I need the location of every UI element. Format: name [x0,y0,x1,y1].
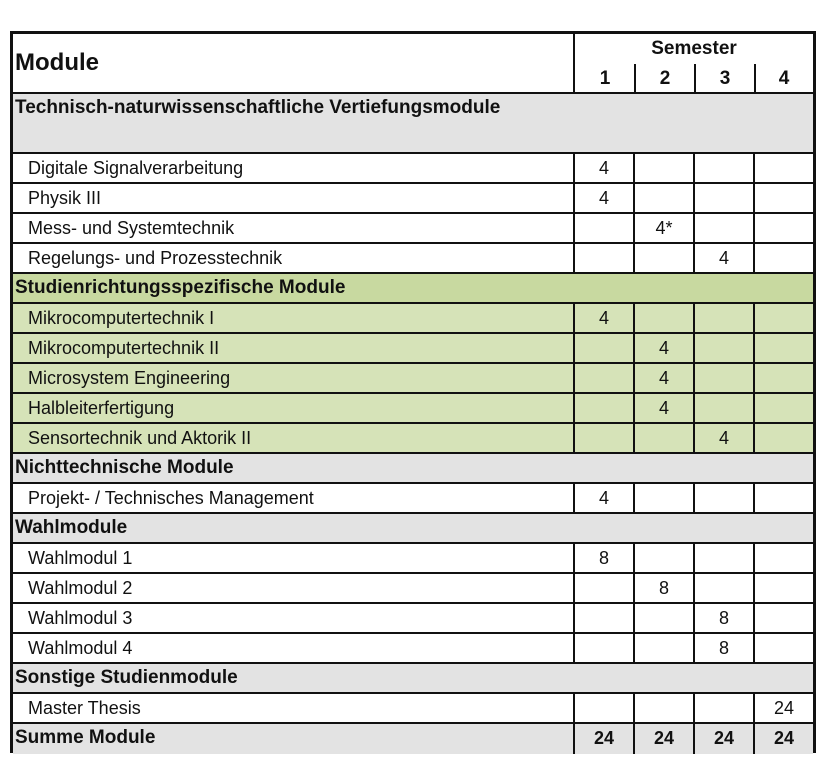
module-table [10,31,816,753]
semester-1-value: 4 [575,484,635,514]
semester-2-value [635,424,695,454]
table-row [13,544,813,574]
semester-header: Semester [651,38,737,59]
table-row [13,424,813,454]
semester-3-value: 8 [695,604,755,634]
semester-4-value: 24 [755,694,813,724]
semester-3-value: 24 [695,724,755,754]
module-name: Microsystem Engineering [13,364,575,394]
semester-1-value [575,694,635,724]
semester-3-value [695,364,755,394]
semester-4-value [755,244,813,274]
semester-2-value [635,244,695,274]
semester-2-value: 4 [635,334,695,364]
semester-4-value: 24 [755,724,813,754]
table-row [13,484,813,514]
semester-3-value [695,394,755,424]
section-title: Studienrichtungsspezifische Module [13,274,813,304]
semester-1-value: 4 [575,304,635,334]
semester-4-value [755,334,813,364]
table-row [13,184,813,214]
semester-3-value [695,304,755,334]
table-row [13,154,813,184]
semester-4-value [755,214,813,244]
module-name: Mess- und Systemtechnik [13,214,575,244]
semester-4-value [755,394,813,424]
semester-3-value [695,694,755,724]
table-row [13,214,813,244]
semester-3-value [695,214,755,244]
semester-4-header: 4 [755,64,813,94]
semester-2-value: 4 [635,394,695,424]
semester-2-value [635,694,695,724]
section-header-row [13,514,813,544]
semester-1-value: 4 [575,154,635,184]
semester-1-header: 1 [575,64,635,94]
semester-2-value [635,544,695,574]
semester-3-value [695,544,755,574]
semester-2-value [635,484,695,514]
header-divider [634,64,636,92]
table-row [13,334,813,364]
semester-1-value [575,394,635,424]
semester-2-value [635,154,695,184]
semester-4-value [755,604,813,634]
table-row [13,604,813,634]
section-title: Technisch-naturwissenschaftliche Vertiefungsmodule [13,94,813,154]
semester-2-value: 4* [635,214,695,244]
semester-3-value [695,334,755,364]
module-name: Wahlmodul 2 [13,574,575,604]
module-name: Regelungs- und Prozesstechnik [13,244,575,274]
module-name: Digitale Signalverarbeitung [13,154,575,184]
semester-3-value [695,154,755,184]
semester-2-value [635,304,695,334]
semester-3-value: 8 [695,634,755,664]
semester-4-value [755,154,813,184]
semester-2-value: 8 [635,574,695,604]
module-name: Master Thesis [13,694,575,724]
semester-2-value: 4 [635,364,695,394]
summary-row [13,724,813,754]
semester-2-value [635,604,695,634]
header-divider [754,64,756,92]
section-title: Nichttechnische Module [13,454,813,484]
module-header: Module [13,34,575,94]
semester-1-value [575,214,635,244]
semester-3-value: 4 [695,424,755,454]
semester-2-value [635,184,695,214]
semester-4-value [755,304,813,334]
table-row [13,244,813,274]
semester-1-value [575,574,635,604]
semester-1-value: 4 [575,184,635,214]
semester-4-value [755,574,813,604]
module-name: Wahlmodul 3 [13,604,575,634]
semester-1-value [575,244,635,274]
section-header-row [13,454,813,484]
table-row [13,574,813,604]
semester-4-value [755,544,813,574]
section-header-row [13,94,813,154]
semester-3-value [695,184,755,214]
table-row [13,304,813,334]
module-name: Mikrocomputertechnik I [13,304,575,334]
header-divider [694,64,696,92]
semester-1-value [575,604,635,634]
semester-3-value [695,484,755,514]
semester-1-value: 8 [575,544,635,574]
semester-3-header: 3 [695,64,755,94]
table-row [13,394,813,424]
table-row [13,364,813,394]
module-name: Projekt- / Technisches Management [13,484,575,514]
semester-1-value [575,364,635,394]
module-name: Physik III [13,184,575,214]
semester-4-value [755,484,813,514]
semester-4-value [755,424,813,454]
semester-2-value: 24 [635,724,695,754]
module-name: Sensortechnik und Aktorik II [13,424,575,454]
section-title: Wahlmodule [13,514,813,544]
module-name: Halbleiterfertigung [13,394,575,424]
table-row [13,694,813,724]
semester-3-value [695,574,755,604]
semester-2-value [635,634,695,664]
summary-label: Summe Module [13,724,575,754]
section-header-row [13,274,813,304]
semester-1-value [575,334,635,364]
semester-1-value [575,634,635,664]
table-row [13,634,813,664]
module-name: Mikrocomputertechnik II [13,334,575,364]
semester-3-value: 4 [695,244,755,274]
semester-1-value: 24 [575,724,635,754]
semester-4-value [755,364,813,394]
semester-4-value [755,184,813,214]
section-header-row [13,664,813,694]
module-name: Wahlmodul 1 [13,544,575,574]
section-title: Sonstige Studienmodule [13,664,813,694]
module-name: Wahlmodul 4 [13,634,575,664]
semester-1-value [575,424,635,454]
semester-4-value [755,634,813,664]
semester-2-header: 2 [635,64,695,94]
